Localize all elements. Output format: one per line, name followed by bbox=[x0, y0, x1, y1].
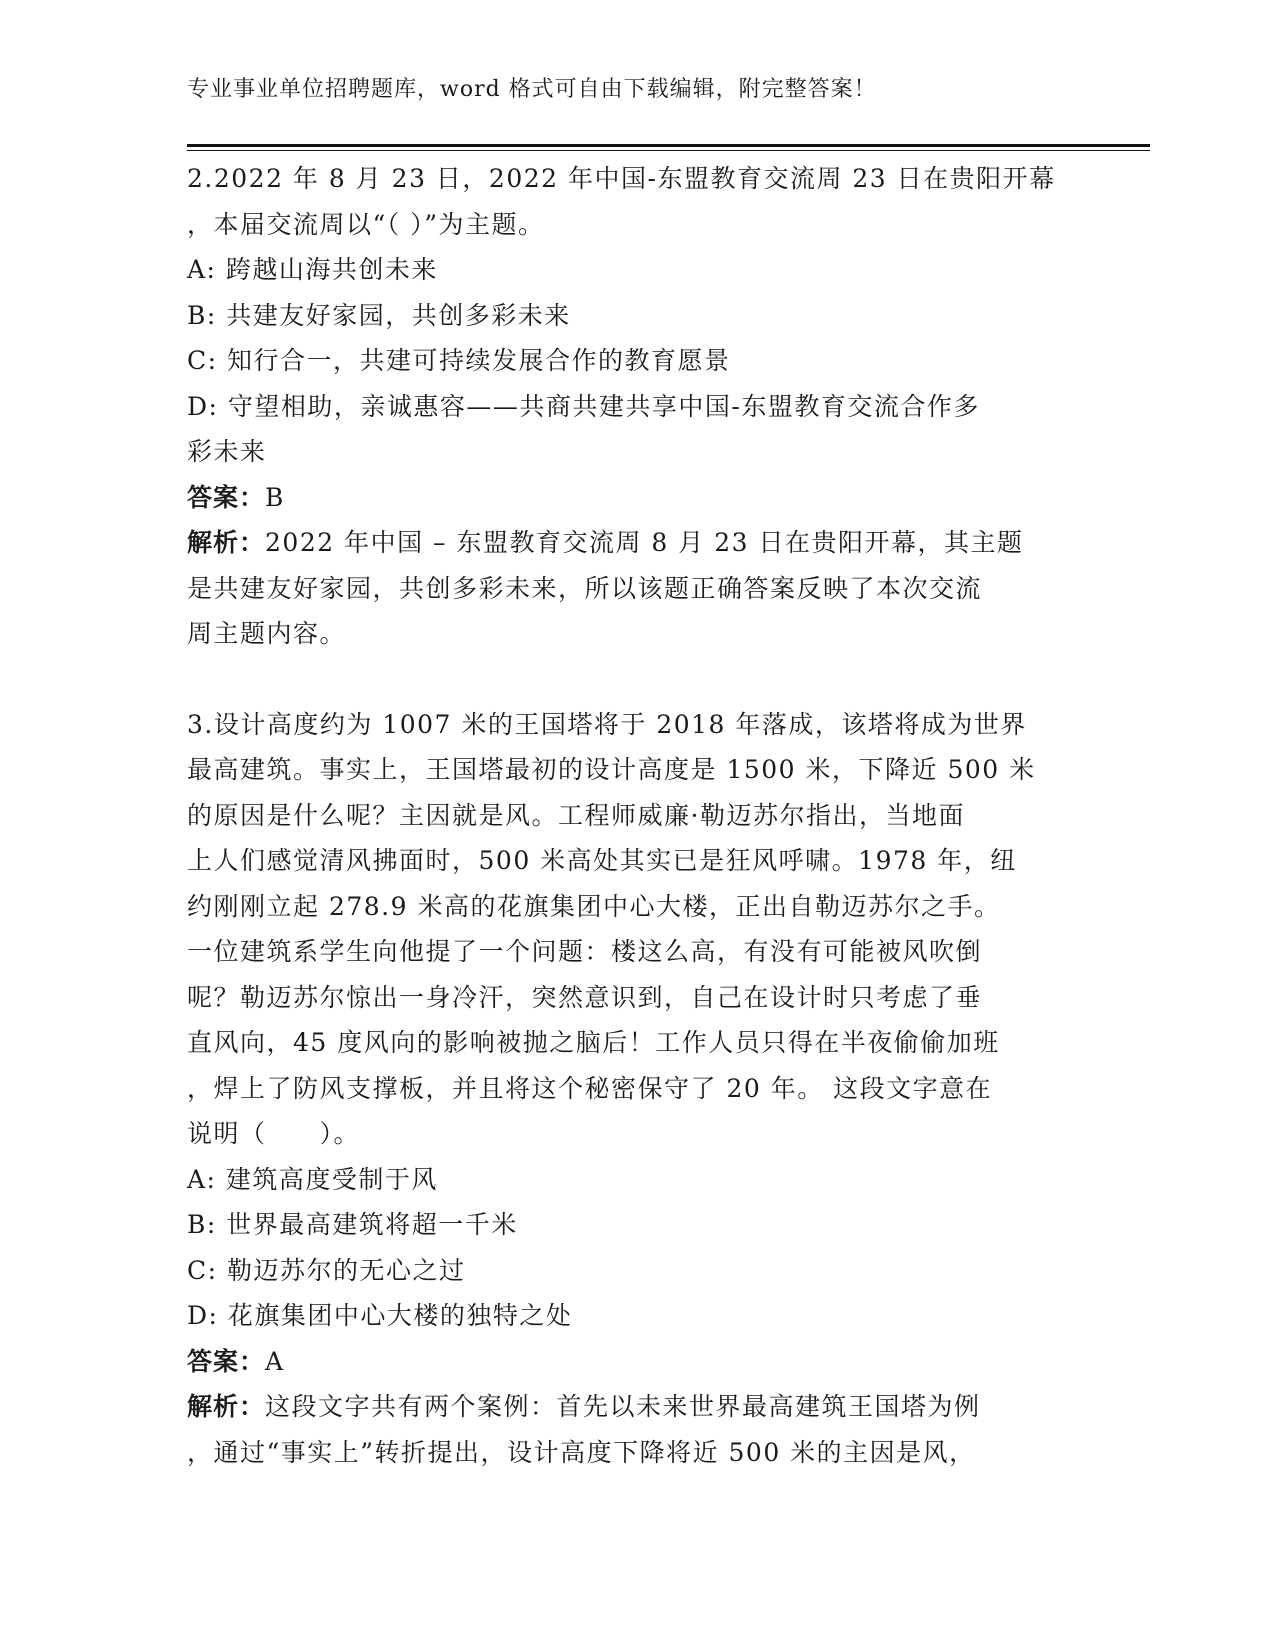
question-2-answer bbox=[187, 475, 1087, 521]
question-2-analysis-line-1 bbox=[187, 520, 1087, 566]
question-2-analysis-line-3: 周主题内容。 bbox=[187, 619, 347, 648]
question-2-option-a: A: 跨越山海共创未来 bbox=[187, 255, 438, 284]
question-3-option-d: D: 花旗集团中心大楼的独特之处 bbox=[187, 1301, 573, 1330]
answer-value: A bbox=[265, 1346, 285, 1376]
question-3-stem-line-3: 的原因是什么呢？主因就是风。工程师威廉·勒迈苏尔指出，当地面 bbox=[187, 800, 965, 830]
question-3-stem-line-2: 最高建筑。事实上，王国塔最初的设计高度是 1500 米，下降近 500 米 bbox=[187, 755, 1036, 784]
question-3-option-b: B: 世界最高建筑将超一千米 bbox=[187, 1210, 518, 1239]
header-rule-thin bbox=[187, 150, 1150, 151]
question-2-analysis-line-2: 是共建友好家园，共创多彩未来，所以该题正确答案反映了本次交流 bbox=[187, 573, 983, 603]
question-3-analysis-line-1 bbox=[187, 1384, 1087, 1430]
question-2-option-b: B: 共建友好家园，共创多彩未来 bbox=[187, 300, 571, 330]
header-rule-thick bbox=[187, 144, 1150, 147]
question-2-option-c: C: 知行合一，共建可持续发展合作的教育愿景 bbox=[187, 346, 731, 375]
question-3-stem-line-1: 3.设计高度约为 1007 米的王国塔将于 2018 年落成，该塔将成为世界 bbox=[187, 709, 1027, 739]
question-2 bbox=[187, 156, 1087, 657]
analysis-text: 2022 年中国 – 东盟教育交流周 8 月 23 日在贵阳开幕，其主题 bbox=[265, 528, 1024, 557]
question-2-stem-line-2: ，本届交流周以“（ ）”为主题。 bbox=[187, 209, 545, 239]
question-2-option-d: D: 守望相助，亲诚惠容——共商共建共享中国-东盟教育交流合作多 bbox=[187, 391, 980, 421]
question-3-stem-line-6: 一位建筑系学生向他提了一个问题：楼这么高，有没有可能被风吹倒 bbox=[187, 937, 983, 966]
question-2-option-d-cont: 彩未来 bbox=[187, 437, 267, 466]
analysis-text: 这段文字共有两个案例：首先以未来世界最高建筑王国塔为例 bbox=[265, 1392, 981, 1421]
question-3-stem-line-5: 约刚刚立起 278.9 米高的花旗集团中心大楼，正出自勒迈苏尔之手。 bbox=[187, 891, 1001, 921]
analysis-label: 解析： bbox=[187, 1392, 266, 1421]
question-3-stem-line-10: 说明（ ）。 bbox=[187, 1119, 361, 1148]
question-3-option-a: A: 建筑高度受制于风 bbox=[187, 1164, 438, 1194]
answer-label: 答案： bbox=[187, 1346, 266, 1376]
question-2-stem-line-1: 2.2022 年 8 月 23 日，2022 年中国-东盟教育交流周 23 日在贵阳开幕 bbox=[187, 164, 1056, 193]
page-header: 专业事业单位招聘题库，word 格式可自由下载编辑，附完整答案！ bbox=[187, 77, 877, 102]
question-3-stem-line-8: 直风向，45 度风向的影响被抛之脑后！工作人员只得在半夜偷偷加班 bbox=[187, 1028, 1000, 1057]
answer-value: B bbox=[265, 482, 285, 512]
question-3-option-c: C: 勒迈苏尔的无心之过 bbox=[187, 1255, 466, 1285]
question-3-stem-line-4: 上人们感觉清风拂面时，500 米高处其实已是狂风呼啸。1978 年，纽 bbox=[187, 846, 1017, 875]
question-3-stem-line-7: 呢？勒迈苏尔惊出一身冷汗，突然意识到，自己在设计时只考虑了垂 bbox=[187, 982, 983, 1012]
question-3-answer bbox=[187, 1339, 1087, 1385]
question-3-stem-line-9: ，焊上了防风支撑板，并且将这个秘密保守了 20 年。 这段文字意在 bbox=[187, 1073, 993, 1103]
analysis-label: 解析： bbox=[187, 528, 266, 557]
question-spacer bbox=[187, 657, 1087, 702]
document-body bbox=[187, 156, 1087, 1475]
question-3 bbox=[187, 702, 1087, 1476]
answer-label: 答案： bbox=[187, 482, 266, 512]
question-3-analysis-line-2: ，通过“事实上”转折提出，设计高度下降将近 500 米的主因是风， bbox=[187, 1437, 976, 1467]
